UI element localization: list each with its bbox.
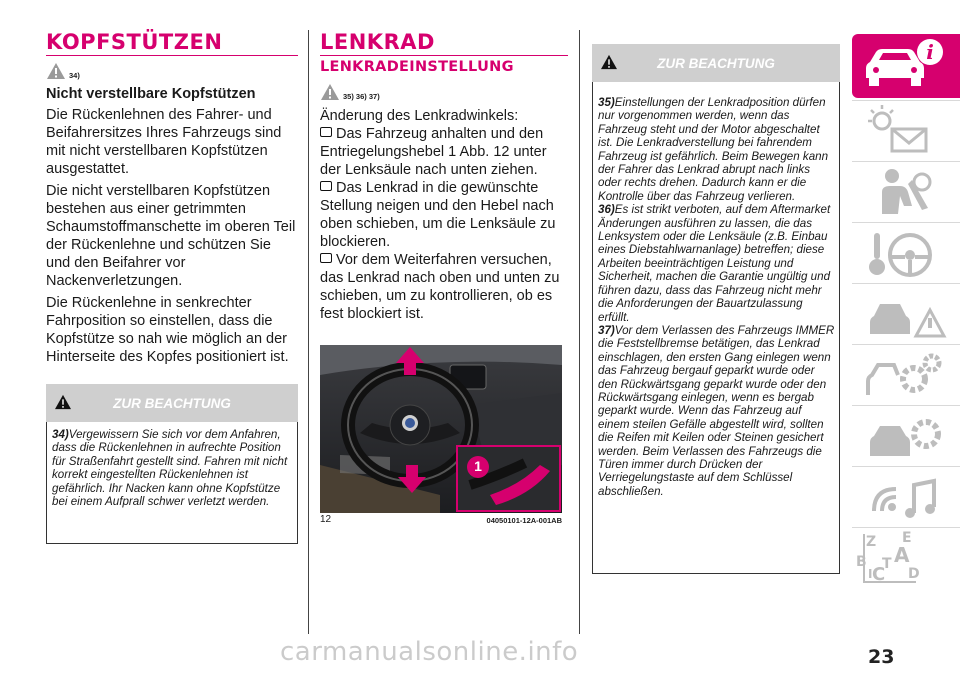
breakdown-warning-icon	[852, 284, 960, 344]
caution-title: ZUR BEACHTUNG	[657, 56, 775, 71]
warning-reference	[46, 62, 298, 80]
column-divider	[579, 30, 580, 634]
step-item	[320, 251, 568, 323]
paragraph: Die Rückenlehne in senkrechter Fahrposition so einstellen, dass die Kopfstütze so nah wie möglich an der Hinterseite des Kopfes positioniert ist.	[46, 295, 289, 365]
maintenance-gears-icon	[852, 345, 960, 405]
tab-warning-lights[interactable]	[852, 100, 960, 161]
note-number: 36)	[598, 203, 615, 217]
warning-triangle-icon	[320, 83, 340, 101]
technical-data-icon	[852, 406, 960, 466]
caution-note	[598, 324, 835, 498]
caution-content	[592, 82, 840, 574]
caution-note	[598, 96, 835, 203]
intro-text: Änderung des Lenkradwinkels:	[320, 108, 519, 124]
airbag-person-icon	[852, 162, 960, 222]
step-text: Das Fahrzeug anhalten und den Entriegelungshebel 1 Abb. 12 unter der Lenksäule nach unten ziehen.	[320, 126, 547, 178]
note-number: 37)	[598, 323, 615, 337]
sidebar-chapters	[852, 100, 960, 588]
figure-caption	[320, 514, 562, 525]
caution-block	[46, 384, 298, 544]
note-text: Vergewissern Sie sich vor dem Anfahren, dass die Rückenlehnen in aufrechte Position für Straßenfahrt gestellt sind. Fahren mit nicht korrekt eingestellten Rückenlehnen ist gefährlich. Ihr Nacken kann ohne Kopfstütze bei einem Aufprall schwer verletzt werden.	[52, 428, 288, 509]
caution-header	[592, 44, 840, 82]
page-number: 23	[868, 646, 895, 668]
checkbox-bullet-icon	[320, 253, 332, 263]
step-text: Das Lenkrad in die gewünschte Stellung neigen und den Hebel nach oben schieben, um die Lenksäule zu blockieren.	[320, 180, 556, 250]
caution-header	[46, 384, 298, 422]
callout-number: 1	[474, 458, 482, 474]
warning-triangle-icon	[46, 62, 66, 80]
warning-lights-icon	[852, 101, 960, 161]
note-number: 35)	[598, 96, 615, 109]
index-letter: Z	[866, 534, 877, 550]
note-number: 34)	[52, 428, 69, 441]
section-heading-steering: LENKRAD	[320, 30, 435, 54]
note-text: Vor dem Verlassen des Fahrzeugs IMMER die Feststellbremse betätigen, das Lenkrad einschlagen, den ersten Gang einlegen wenn das Fahrzeug bergauf geparkt wurde oder den Rückwärtsgang geparkt wurde oder den Rückwärtsgang einlegen, wenn es bergab geparkt wurde. Wenn das Fahrzeug auf einem steilen Gefälle abgestellt wird, sollten die Reifen mit Keilen oder Steinen gesichert werden. Beim Verlassen des Fahrzeugs die Türen immer durch Drücken der Verriegelungstaste auf dem Schlüssel abschließen.	[598, 323, 835, 498]
tab-safety[interactable]	[852, 161, 960, 222]
note-text: Einstellungen der Lenkradposition dürfen nur vorgenommen werden, wenn das Fahrzeug steht und der Motor abgeschaltet ist. Die Lenkradverstellung bei fahrendem Fahrzeug ist gefährlich. Beim Bewegen kann der Fahrer das Lenkrad abrupt nach links oder rechts drehen. Dadurch kann er die Kontrolle über das Fahrzeug verlieren.	[598, 96, 829, 203]
index-letter: E	[902, 530, 912, 546]
column-headrests	[46, 30, 298, 544]
tab-multimedia[interactable]	[852, 466, 960, 527]
index-letter: C	[872, 564, 886, 585]
index-letter: I	[868, 567, 873, 581]
tab-emergency[interactable]	[852, 283, 960, 344]
figure-code: 04050101-12A-001AB	[486, 516, 562, 525]
multimedia-icon	[852, 467, 960, 527]
subsection-title: Nicht verstellbare Kopfstützen	[46, 86, 256, 102]
index-letter: T	[882, 556, 892, 572]
warning-refs: 35) 36) 37)	[343, 92, 380, 101]
step-item	[320, 179, 568, 251]
column-divider	[308, 30, 309, 634]
index-letter: D	[908, 566, 920, 582]
step-item	[320, 125, 568, 179]
column-cautions	[592, 44, 840, 574]
note-text: Es ist strikt verboten, auf dem Aftermarket Änderungen ausführen zu lassen, die das Lenksystem oder die Lenksäule (z.B. Einbau eines Diebstahlwarnanlage) betreffen; diese Arbeiten beeinträchtigen Leistung und Sicherheit, machen die Garantie ungültig und führen dazu, dass das Fahrzeug nicht mehr die Anforderungen der Bauartzulassung erfüllt.	[598, 203, 831, 324]
figure-number: 12	[320, 514, 332, 525]
checkbox-bullet-icon	[320, 181, 332, 191]
section-heading-headrests: KOPFSTÜTZEN	[46, 30, 223, 54]
index-letter: A	[894, 543, 910, 567]
caution-note	[598, 203, 835, 324]
steering-adjustment-figure	[320, 345, 562, 513]
car-info-icon	[852, 34, 960, 98]
steering-wheel-illustration	[320, 345, 562, 513]
tab-maintenance[interactable]	[852, 344, 960, 405]
heading-rule	[320, 55, 568, 56]
warning-reference	[320, 83, 568, 101]
steering-wheel-key-icon	[852, 223, 960, 283]
tab-getting-to-know-car[interactable]	[852, 34, 960, 98]
step-text: Vor dem Weiterfahren versuchen, das Lenkrad nach oben und unten zu schieben, um zu kontrollieren, ob es fest blockiert ist.	[320, 252, 560, 322]
tab-starting-driving[interactable]	[852, 222, 960, 283]
column-steering-wheel	[320, 30, 568, 525]
index-letter: B	[856, 554, 867, 570]
paragraph: Die Rückenlehnen des Fahrer- und Beifahrersitzes Ihres Fahrzeugs sind mit nicht verstellbaren Kopfstützen ausgestattet.	[46, 107, 282, 177]
checkbox-bullet-icon	[320, 127, 332, 137]
svg-text:i: i	[926, 40, 934, 64]
caution-title: ZUR BEACHTUNG	[113, 396, 231, 411]
tab-technical-data[interactable]	[852, 405, 960, 466]
watermark: carmanualsonline.info	[280, 637, 579, 667]
tab-index[interactable]	[852, 527, 960, 588]
paragraph: Die nicht verstellbaren Kopfstützen bestehen aus einer getrimmten Schaumstoffmanschette im oberen Teil der Rückenlehne und schützen Sie und den Beifahrer vor Nackenverletzungen.	[46, 183, 296, 289]
heading-rule	[46, 55, 298, 56]
subsection-heading: LENKRADEINSTELLUNG	[320, 59, 514, 75]
alphabetical-index-icon	[852, 528, 960, 588]
caution-content	[46, 422, 298, 544]
warning-refs: 34)	[69, 71, 80, 80]
